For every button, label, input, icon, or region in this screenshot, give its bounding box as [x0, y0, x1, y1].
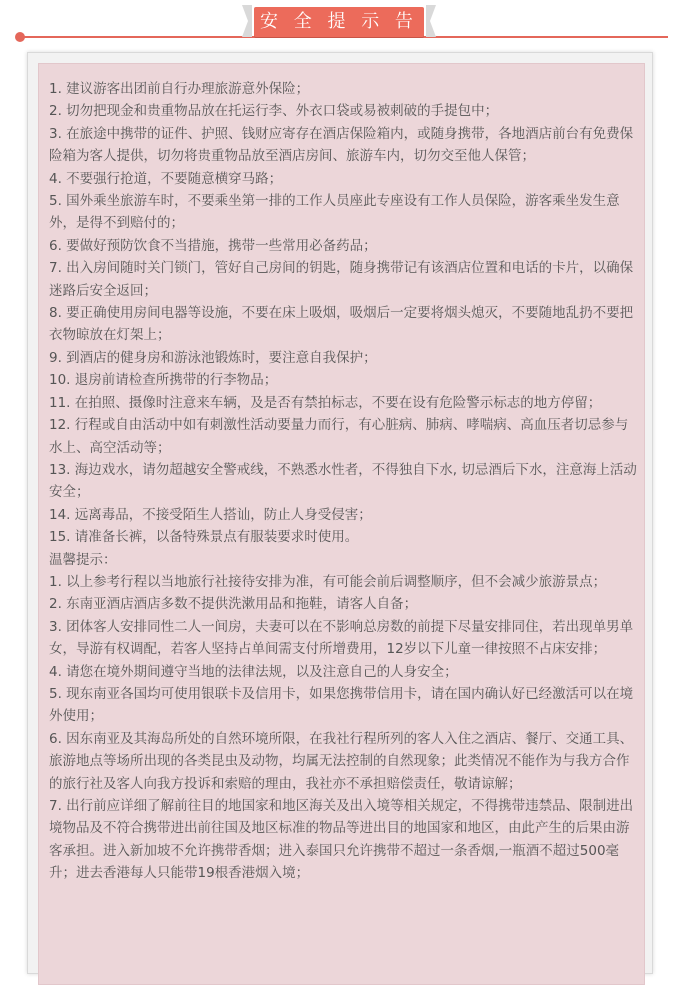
safety-item: 8. 要正确使用房间电器等设施，不要在床上吸烟，吸烟后一定要将烟头熄灭，不要随地乱扔不要把衣物晾放在灯架上；	[49, 305, 634, 344]
safety-item: 14. 远离毒品，不接受陌生人搭讪，防止人身受侵害；	[49, 506, 372, 523]
safety-item: 1. 建议游客出团前自行办理旅游意外保险；	[49, 81, 310, 97]
notice-card	[27, 52, 653, 974]
tip-item: 4. 请您在境外期间遵守当地的法律法规，以及注意自己的人身安全；	[49, 663, 458, 680]
tip-item: 3. 团体客人安排同性二人一间房，夫妻可以在不影响总房数的前提下尽量安排同住，若出现单男单女，导游有权调配，若客人坚持占单间需支付所增费用，12岁以下儿童一律按照不占床安排；	[49, 618, 634, 658]
safety-item: 12. 行程或自由活动中如有刺激性活动要量力而行，有心脏病、肺病、哮喘病、高血压者切忌参与水上、高空活动等；	[49, 417, 629, 456]
safety-item: 11. 在拍照、摄像时注意来车辆，及是否有禁拍标志，不要在设有危险警示标志的地方停留；	[49, 394, 602, 411]
safety-item: 5. 国外乘坐旅游车时，不要乘坐第一排的工作人员座此专座设有工作人员保险，游客乘坐发生意外，是得不到赔付的；	[49, 193, 620, 232]
tip-item: 1. 以上参考行程以当地旅行社接待安排为准，有可能会前后调整顺序，但不会减少旅游景点；	[49, 573, 607, 590]
safety-item: 10. 退房前请检查所携带的行李物品；	[49, 372, 278, 389]
page-title: 安 全 提 示 告	[254, 7, 424, 37]
safety-item: 4. 不要强行抢道，不要随意横穿马路；	[49, 170, 283, 187]
safety-item: 13. 海边戏水，请勿超越安全警戒线，不熟悉水性者，不得独自下水, 切忌酒后下水，注意海上活动安全；	[49, 461, 637, 501]
banner-right-fold-icon	[426, 5, 436, 37]
safety-item: 7. 出入房间随时关门锁门，管好自己房间的钥匙，随身携带记有该酒店位置和电话的卡片，以确保迷路后安全返回；	[49, 260, 634, 299]
safety-item: 3. 在旅途中携带的证件、护照、钱财应寄存在酒店保险箱内，或随身携带，各地酒店前台有免费保险箱为客人提供，切勿将贵重物品放至酒店房间、旅游车内，切勿交至他人保管；	[49, 125, 634, 165]
tip-item: 6. 因东南亚及其海岛所处的自然环境所限，在我社行程所列的客人入住之酒店、餐厅、交通工具、旅游地点等场所出现的各类昆虫及动物，均属无法控制的自然现象；此类情况不能作为与我方合作的旅行社及客人向我方投诉和索赔的理由，我社亦不承担赔偿责任，敬请谅解；	[49, 730, 634, 792]
safety-item: 2. 切勿把现金和贵重物品放在托运行李、外衣口袋或易被刺破的手提包中；	[49, 103, 499, 120]
tip-item: 7. 出行前应详细了解前往目的地国家和地区海关及出入境等相关规定，不得携带违禁品、限制进出境物品及不符合携带进出前往国及地区标准的物品等进出目的地国家和地区，由此产生的后果由游客承担。进入新加坡不允许携带香烟；进入泰国只允许携带不超过一条香烟,一瓶酒不超过500毫升；进去香港每人只能带19根香港烟入境；	[49, 798, 634, 882]
safety-item: 9. 到酒店的健身房和游泳池锻炼时，要注意自我保护；	[49, 349, 377, 366]
notice-content	[49, 78, 637, 885]
title-banner	[242, 5, 436, 37]
safety-item: 15. 请准备长裤，以备特殊景点有服装要求时使用。	[49, 529, 359, 546]
banner-left-fold-icon	[242, 5, 252, 37]
notice-panel	[38, 63, 645, 985]
safety-item: 6. 要做好预防饮食不当措施，携带一些常用必备药品；	[49, 237, 377, 254]
section-header	[0, 0, 678, 48]
tips-heading: 温馨提示：	[49, 551, 117, 568]
tip-item: 5. 现东南亚各国均可使用银联卡及信用卡，如果您携带信用卡，请在国内确认好已经激活可以在境外使用；	[49, 685, 634, 725]
tip-item: 2. 东南亚酒店酒店多数不提供洗漱用品和拖鞋，请客人自备；	[49, 596, 418, 613]
